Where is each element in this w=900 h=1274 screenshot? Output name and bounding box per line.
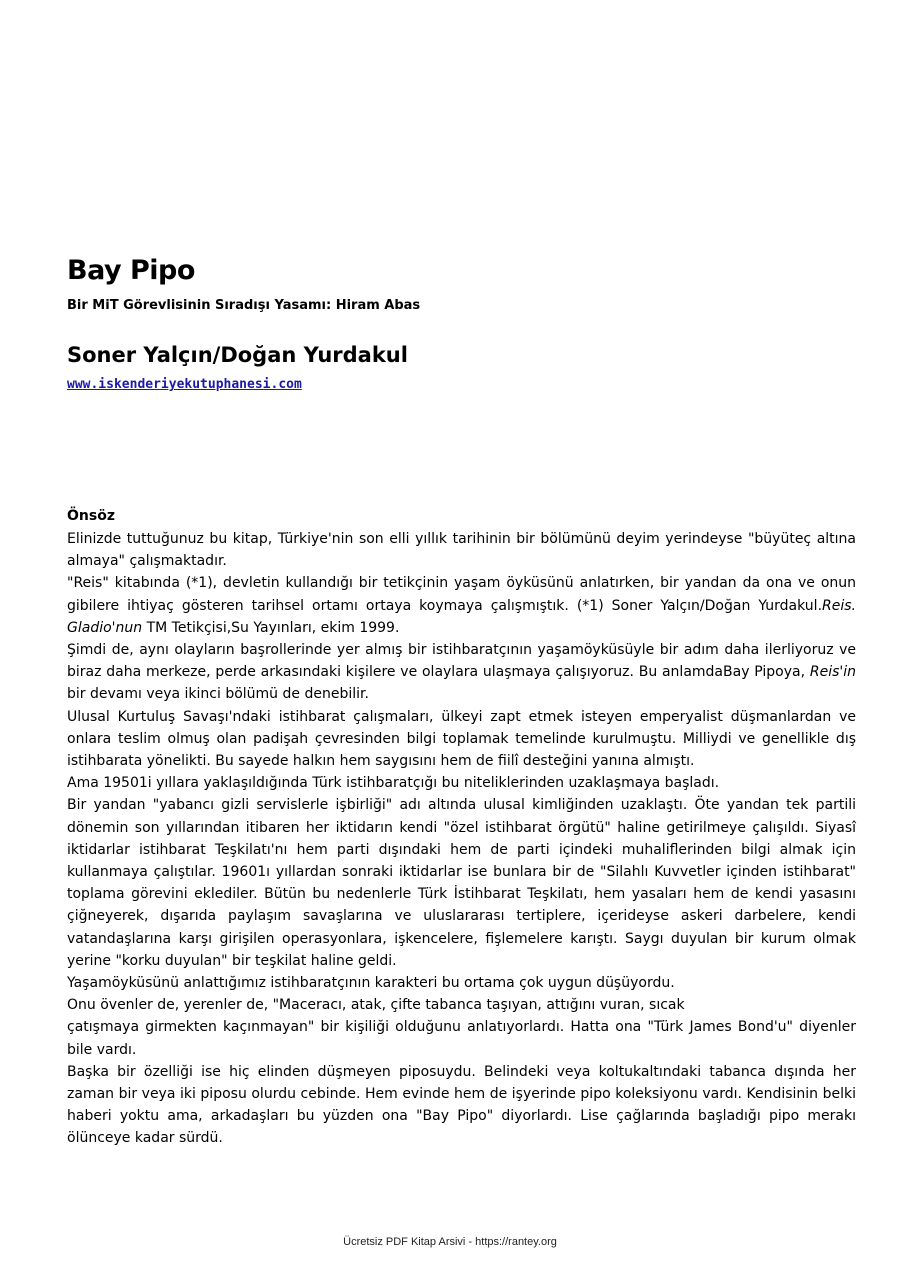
website-link[interactable]: www.iskenderiyekutuphanesi.com (67, 377, 302, 392)
paragraph-3 (67, 639, 856, 706)
preface-body (67, 528, 856, 1150)
paragraph-8-line-1: Onu övenler de, yerenler de, "Maceracı, atak, çifte tabanca taşıyan, attığını vuran, sıcak (67, 997, 685, 1014)
paragraph-6: Bir yandan "yabancı gizli servislerle işbirliği" adı altında ulusal kimliğinden uzaklaştı. Öte yandan tek partili dönemin son yıllarından itibaren her iktidarın kendi "özel istihbarat örgütü" haline getirilmeye çalışıldı. Siyasî iktidarlar istihbarat Teşkilatı'nı hem parti dışındaki hem de parti içindeki muhaliflerinden bilgi almak için kullanmaya çalıştılar. 19601ı yıllardan sonraki iktidarlar ise bunlara bir de "Silahlı Kuvvetler içinden istihbarat" toplama görevini eklediler. Bütün bu nedenlerle Türk İstihbarat Teşkilatı, hem yasaları hem de kendi yasasını çiğneyerek, dışarıda paylaşım savaşlarına ve uluslararası tertiplere, içerideyse askeri darbelere, kendi vatandaşlarına karşı girişilen operasyonlara, işkencelere, fişlemelere karıştı. Saygı duyulan bir kurum olmak yerine "korku duyulan" bir teşkilat haline geldi. (67, 797, 856, 969)
book-subtitle: Bir MiT Görevlisinin Sıradışı Yasamı: Hiram Abas (67, 298, 421, 313)
paragraph-3-text: Şimdi de, aynı olayların başrollerinde yer almış bir istihbaratçının yaşamöyküsüyle bir adım daha ilerliyoruz ve biraz daha merkeze, perde arkasındaki kişilere ve olaylara ulaşmaya çalışıyoruz. Bu anlamdaBay Pipoya, (67, 642, 856, 681)
paragraph-7: Yaşamöyküsünü anlattığımız istihbaratçının karakteri bu ortama çok uygun düşüyordu. (67, 975, 675, 992)
book-authors: Soner Yalçın/Doğan Yurdakul (67, 343, 408, 367)
paragraph-1: Elinizde tuttuğunuz bu kitap, Türkiye'nin son elli yıllık tarihinin bir bölümünü deyim yerindeyse "büyüteç altına almaya" çalışmaktadır. (67, 531, 856, 570)
paragraph-2-text: "Reis" kitabında (*1), devletin kullandığı bir tetikçinin yaşam öyküsünü anlatırken, bir yandan da ona ve onun gibilere ihtiyaç gösteren tarihsel ortamı ortaya koymaya çalışmıştık. (*1) Soner Yalçın/Doğan Yurdakul. (67, 575, 856, 614)
paragraph-9: Başka bir özelliği ise hiç elinden düşmeyen piposuydu. Belindeki veya koltukaltındaki tabanca dışında her zaman bir veya iki piposu olurdu cebinde. Hem evinde hem de işyerinde pipo koleksiyonu vardı. Kendisinin belki haberi yoktu ama, arkadaşları bu yüzden ona "Bay Pipo" diyorlardı. Lise çağlarında başladığı pipo merakı ölünceye kadar sürdü. (67, 1063, 856, 1147)
paragraph-5: Ama 19501i yıllara yaklaşıldığında Türk istihbaratçığı bu niteliklerinden uzaklaşmaya başladı. (67, 775, 720, 792)
paragraph-4: Ulusal Kurtuluş Savaşı'ndaki istihbarat çalışmaları, ülkeyi zapt etmek isteyen emperyalist düşmanlardan ve onlara teslim olmuş olan padişah çevresinden bilgi toplamak temelinde kurulmuştu. Milliydi ve genellikle dış istihbarata yönelikti. Bu sayede halkın hem saygısını hem de fiilî desteğini yanına almıştı. (67, 708, 856, 770)
paragraph-8: çatışmaya girmekten kaçınmayan" bir kişiliği olduğunu anlatıyorlardı. Hatta ona "Türk James Bond'u" diyenler bile vardı. (67, 1019, 856, 1058)
book-title: Bay Pipo (67, 255, 195, 286)
paragraph-2 (67, 572, 856, 639)
paragraph-2-italic: Reis. Gladio'nun (67, 597, 856, 636)
document-page (67, 0, 856, 1274)
paragraph-3-italic: Reis'in (809, 664, 856, 681)
paragraph-3-end: bir devamı veya ikinci bölümü de denebilir. (67, 686, 369, 703)
paragraph-2-end: TM Tetikçisi,Su Yayınları, ekim 1999. (142, 619, 400, 636)
preface-heading: Önsöz (67, 508, 115, 524)
page-footer: Ücretsiz PDF Kitap Arsivi - https://rantey.org (343, 1236, 557, 1248)
